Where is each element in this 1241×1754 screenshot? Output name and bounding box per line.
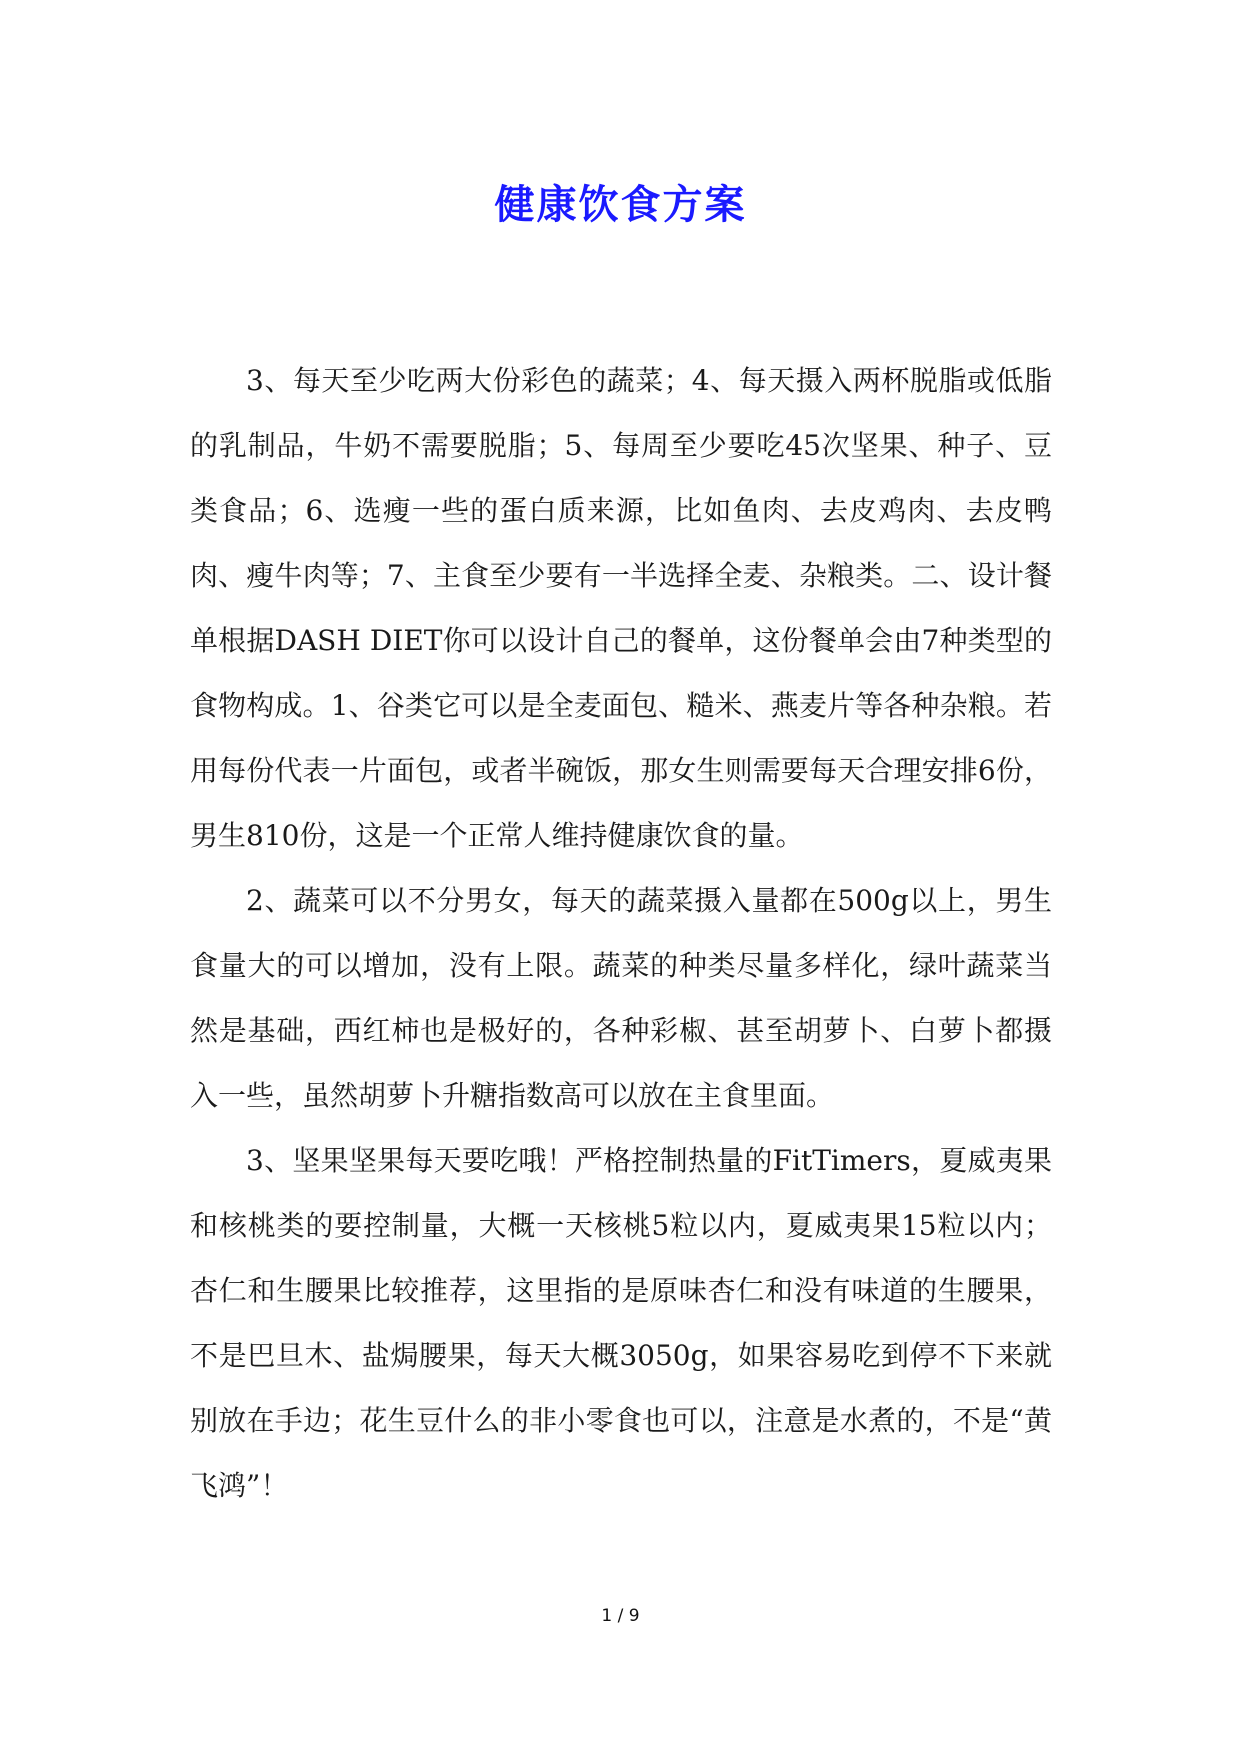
document-body: [190, 348, 1052, 1518]
page-number: 1 / 9: [601, 1606, 640, 1626]
document-title: 健康饮食方案: [494, 181, 747, 228]
paragraph-3: 3、坚果坚果每天要吃哦！严格控制热量的FitTimers，夏威夷果和核桃类的要控制量，大概一天核桃5粒以内，夏威夷果15粒以内；杏仁和生腰果比较推荐，这里指的是原味杏仁和没有味道的生腰果，不是巴旦木、盐焗腰果，每天大概3050g，如果容易吃到停不下来就别放在手边；花生豆什么的非小零食也可以，注意是水煮的，不是“黄飞鸿”！: [190, 1144, 1052, 1502]
paragraph-2: 2、蔬菜可以不分男女，每天的蔬菜摄入量都在500g以上，男生食量大的可以增加，没有上限。蔬菜的种类尽量多样化，绿叶蔬菜当然是基础，西红柿也是极好的，各种彩椒、甚至胡萝卜、白萝卜都摄入一些，虽然胡萝卜升糖指数高可以放在主食里面。: [190, 884, 1052, 1112]
paragraph-1: 3、每天至少吃两大份彩色的蔬菜；4、每天摄入两杯脱脂或低脂的乳制品，牛奶不需要脱脂；5、每周至少要吃45次坚果、种子、豆类食品；6、选瘦一些的蛋白质来源，比如鱼肉、去皮鸡肉、去皮鸭肉、瘦牛肉等；7、主食至少要有一半选择全麦、杂粮类。二、设计餐单根据DASH DIET你可以设计自己的餐单，这份餐单会由7种类型的食物构成。1、谷类它可以是全麦面包、糙米、燕麦片等各种杂粮。若用每份代表一片面包，或者半碗饭，那女生则需要每天合理安排6份，男生810份，这是一个正常人维持健康饮食的量。: [190, 364, 1052, 852]
